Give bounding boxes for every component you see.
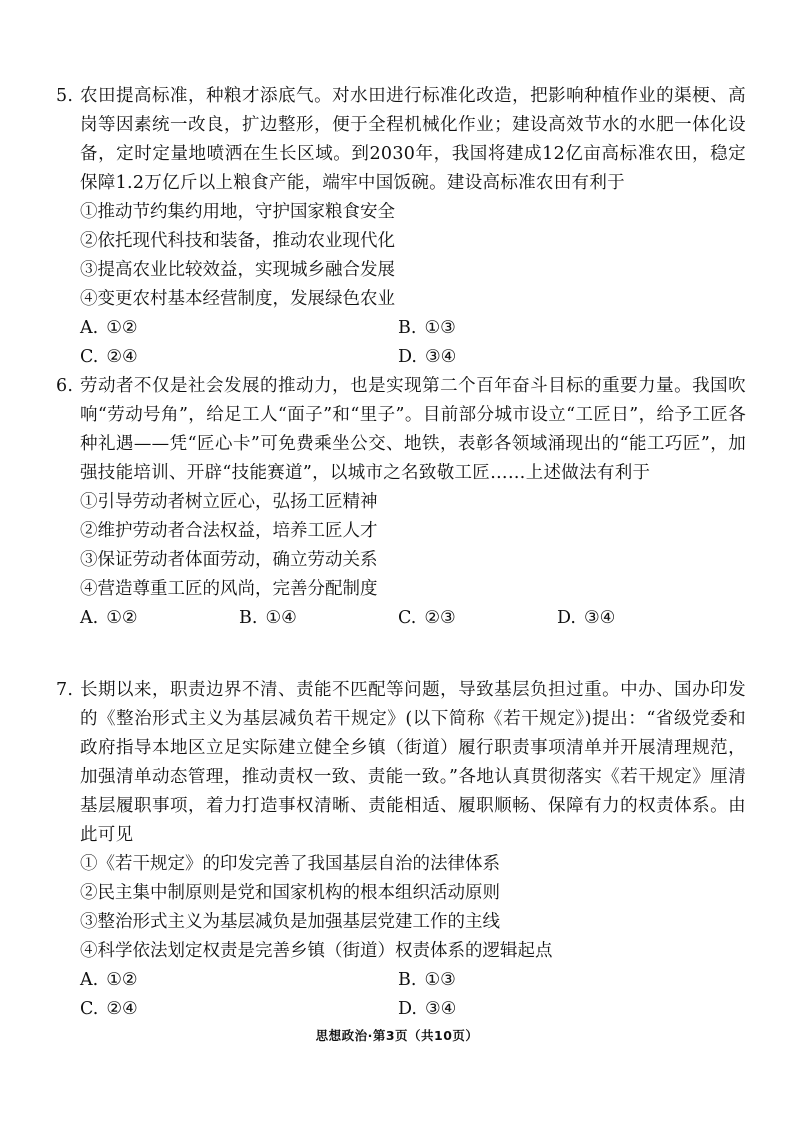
question-text: 长期以来，职责边界不清、责能不匹配等问题，导致基层负担过重。中办、国办印发的《整治形式主义为基层减负若干规定》(以下简称《若干规定》)提出：“省级党委和政府指导本地区立足实际建立健全乡镇（街道）履行职责事项清单并开展清理规范，加强清单动态管理，推动责权一致、责能一致。”各地认真贯彻落实《若干规定》厘清基层履职事项，着力打造事权清晰、责能相适、履职顺畅、保障有力的权责体系。由此可见 (80, 680, 746, 845)
option-a (80, 604, 239, 633)
statement-1: ①引导劳动者树立匠心，弘扬工匠精神 (80, 492, 378, 512)
question-text: 劳动者不仅是社会发展的推动力，也是实现第二个百年奋斗目标的重要力量。我国吹响“劳动号角”，给足工人“面子”和“里子”。目前部分城市设立“工匠日”，给予工匠各种礼遇——凭“匠心卡”可免费乘坐公交、地铁，表彰各领域涌现出的“能工巧匠”，加强技能培训、开辟“技能赛道”，以城市之名致敬工匠……上述做法有利于 (80, 376, 746, 483)
question-number: 5. (56, 86, 74, 106)
statement-2: ②维护劳动者合法权益，培养工匠人才 (80, 521, 378, 541)
option-b (239, 604, 398, 633)
option-text: ③④ (424, 347, 457, 367)
option-c (80, 343, 398, 372)
option-text: ①② (106, 970, 138, 990)
option-letter: C. (80, 999, 99, 1019)
option-letter: B. (398, 970, 417, 990)
statement-3: ③提高农业比较效益，实现城乡融合发展 (80, 260, 395, 280)
statement-1: ①推动节约集约用地，守护国家粮食安全 (80, 202, 395, 222)
option-a (80, 314, 398, 343)
answer-options (56, 314, 746, 372)
option-letter: A. (80, 608, 99, 628)
statement-4: ④科学依法划定权责是完善乡镇（街道）权责体系的逻辑起点 (80, 941, 553, 961)
question-stem (56, 676, 746, 850)
answer-options (56, 604, 746, 633)
option-letter: B. (239, 608, 258, 628)
option-d (398, 343, 716, 372)
question-7 (56, 676, 746, 1024)
question-stem (56, 372, 746, 488)
option-b (398, 314, 716, 343)
option-text: ②④ (106, 999, 138, 1019)
option-c (80, 995, 398, 1024)
option-text: ③④ (583, 608, 616, 628)
option-text: ③④ (424, 999, 457, 1019)
question-number: 6. (56, 376, 74, 396)
question-6 (56, 372, 746, 633)
option-c (398, 604, 557, 633)
statement-4: ④变更农村基本经营制度，发展绿色农业 (80, 289, 395, 309)
option-text: ①② (106, 608, 138, 628)
question-number: 7. (56, 680, 74, 700)
statement-2: ②依托现代科技和装备，推动农业现代化 (80, 231, 395, 251)
statement-3: ③保证劳动者体面劳动，确立劳动关系 (80, 550, 378, 570)
option-text: ②④ (106, 347, 138, 367)
option-letter: C. (80, 347, 99, 367)
statement-4: ④营造尊重工匠的风尚，完善分配制度 (80, 579, 378, 599)
question-text: 农田提高标准，种粮才添底气。对水田进行标准化改造，把影响种植作业的渠梗、高岗等因素统一改良，扩边整形，便于全程机械化作业；建设高效节水的水肥一体化设备，定时定量地喷洒在生长区域。到2030年，我国将建成12亿亩高标准农田，稳定保障1.2万亿斤以上粮食产能，端牢中国饭碗。建设高标准农田有利于 (80, 86, 746, 193)
option-letter: D. (398, 347, 417, 367)
option-text: ①④ (265, 608, 297, 628)
option-letter: C. (398, 608, 417, 628)
option-a (80, 966, 398, 995)
question-5 (56, 82, 746, 372)
question-stem (56, 82, 746, 198)
option-b (398, 966, 716, 995)
option-letter: A. (80, 970, 99, 990)
page-footer: 思想政治·第3页（共10页） (315, 1028, 479, 1043)
statement-3: ③整治形式主义为基层减负是加强基层党建工作的主线 (80, 912, 500, 932)
option-letter: B. (398, 318, 417, 338)
option-letter: D. (398, 999, 417, 1019)
option-text: ①② (106, 318, 138, 338)
option-text: ②③ (424, 608, 456, 628)
statement-2: ②民主集中制原则是党和国家机构的根本组织活动原则 (80, 883, 500, 903)
answer-options (56, 966, 746, 1024)
option-d (557, 604, 716, 633)
statement-1: ①《若干规定》的印发完善了我国基层自治的法律体系 (80, 854, 500, 874)
option-d (398, 995, 716, 1024)
option-letter: A. (80, 318, 99, 338)
option-text: ①③ (424, 970, 456, 990)
option-letter: D. (557, 608, 576, 628)
option-text: ①③ (424, 318, 456, 338)
